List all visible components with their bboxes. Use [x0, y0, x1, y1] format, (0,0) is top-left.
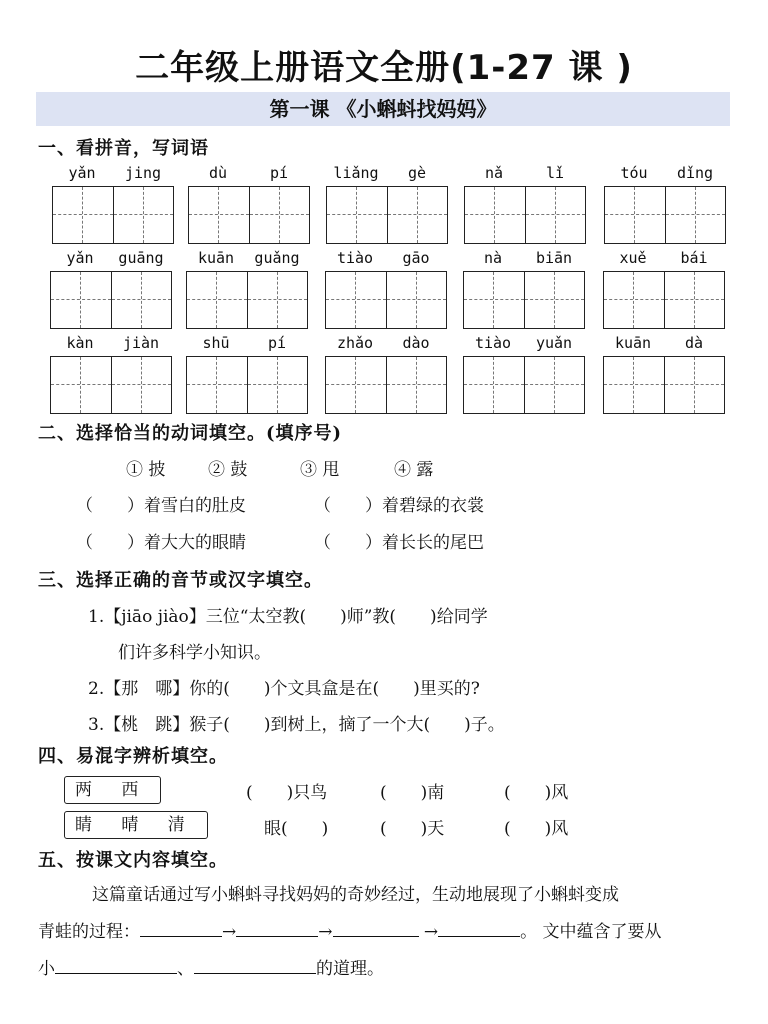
char-blank-1-1: ( )只鸟 — [246, 783, 328, 803]
pinyin-syllable: dǐng — [676, 164, 714, 182]
char-group-box-1: 两 西 — [64, 776, 161, 804]
writing-cell[interactable] — [111, 272, 171, 328]
arrow-2: → — [318, 922, 333, 942]
fill-blank[interactable] — [333, 920, 419, 937]
pinyin-syllable: yǎn — [66, 249, 94, 267]
pinyin-syllable: gāo — [402, 249, 430, 267]
pinyin-syllable: nǎ — [484, 164, 504, 182]
question-3: 3.【桃 跳】猴子( )到树上，摘了一个大( )子。 — [88, 715, 505, 735]
writing-grid — [464, 186, 586, 244]
writing-grid — [325, 356, 447, 414]
writing-cell[interactable] — [386, 272, 446, 328]
writing-grid — [603, 271, 725, 329]
fill-blank[interactable] — [140, 920, 222, 937]
writing-cell[interactable] — [327, 187, 387, 243]
writing-cell[interactable] — [524, 272, 584, 328]
pinyin-syllable: gè — [407, 164, 427, 182]
writing-cell[interactable] — [113, 187, 173, 243]
passage-line-2 — [38, 917, 662, 942]
writing-cell[interactable] — [387, 187, 447, 243]
pinyin-syllable: liǎng — [333, 164, 379, 182]
pinyin-syllable: kàn — [66, 334, 94, 352]
char-group-box-2: 睛 晴 清 — [64, 811, 208, 839]
section-3-heading: 三、选择正确的音节或汉字填空。 — [38, 570, 323, 591]
writing-grid — [463, 271, 585, 329]
writing-cell[interactable] — [51, 272, 111, 328]
pinyin-syllable: pí — [267, 334, 287, 352]
pinyin-row — [0, 334, 768, 418]
option-1: ① 披 — [126, 460, 166, 480]
writing-cell[interactable] — [247, 272, 307, 328]
char-blank-2-1: 眼( ) — [264, 819, 329, 839]
pinyin-syllable: kuān — [614, 334, 652, 352]
pinyin-syllable: biān — [535, 249, 573, 267]
char-blank-1-2: ( )南 — [380, 783, 445, 803]
writing-cell[interactable] — [664, 357, 724, 413]
writing-cell[interactable] — [111, 357, 171, 413]
writing-cell[interactable] — [464, 272, 524, 328]
writing-cell[interactable] — [604, 357, 664, 413]
writing-cell[interactable] — [249, 187, 309, 243]
writing-cell[interactable] — [189, 187, 249, 243]
option-3: ③ 甩 — [300, 460, 340, 480]
writing-grid — [463, 356, 585, 414]
writing-grid — [326, 186, 448, 244]
option-2: ② 鼓 — [208, 460, 248, 480]
writing-grid — [186, 356, 308, 414]
arrow-1: → — [222, 922, 237, 942]
pinyin-syllable: dào — [402, 334, 430, 352]
passage-lead: 青蛙的过程： — [38, 922, 140, 942]
page-title: 二年级上册语文全册(1-27 课 ) — [135, 48, 633, 88]
writing-cell[interactable] — [604, 272, 664, 328]
passage-line-3-lead: 小 — [38, 959, 55, 979]
question-1-line-2: 们许多科学小知识。 — [118, 643, 271, 663]
fill-blank[interactable] — [438, 920, 520, 937]
writing-cell[interactable] — [51, 357, 111, 413]
char-blank-2-2: ( )天 — [380, 819, 445, 839]
writing-cell[interactable] — [465, 187, 525, 243]
pinyin-syllable: dù — [208, 164, 228, 182]
section-1-heading: 一、看拼音，写词语 — [38, 138, 209, 159]
pinyin-syllable: yuǎn — [535, 334, 573, 352]
verb-item-3: （ ）着大大的眼睛 — [76, 533, 246, 553]
pinyin-syllable: nà — [483, 249, 503, 267]
separator: 、 — [177, 959, 194, 979]
verb-item-1: （ ）着雪白的肚皮 — [76, 496, 246, 516]
writing-cell[interactable] — [665, 187, 725, 243]
pinyin-syllable: yǎn — [68, 164, 96, 182]
writing-cell[interactable] — [605, 187, 665, 243]
writing-cell[interactable] — [664, 272, 724, 328]
lesson-title: 第一课 《小蝌蚪找妈妈》 — [36, 92, 730, 126]
fill-blank[interactable] — [194, 957, 316, 974]
passage-line-1: 这篇童话通过写小蝌蚪寻找妈妈的奇妙经过，生动地展现了小蝌蚪变成 — [92, 885, 619, 905]
writing-cell[interactable] — [53, 187, 113, 243]
writing-grid — [50, 356, 172, 414]
writing-cell[interactable] — [187, 272, 247, 328]
writing-cell[interactable] — [326, 272, 386, 328]
pinyin-syllable: guǎng — [254, 249, 300, 267]
writing-cell[interactable] — [247, 357, 307, 413]
pinyin-syllable: bái — [680, 249, 708, 267]
pinyin-syllable: tóu — [620, 164, 648, 182]
pinyin-syllable: jiàn — [122, 334, 160, 352]
pinyin-syllable: zhǎo — [336, 334, 374, 352]
pinyin-syllable: lǐ — [545, 164, 565, 182]
writing-cell[interactable] — [525, 187, 585, 243]
writing-grid — [603, 356, 725, 414]
pinyin-syllable: pí — [269, 164, 289, 182]
fill-blank[interactable] — [55, 957, 177, 974]
section-2-heading: 二、选择恰当的动词填空。(填序号) — [38, 423, 343, 444]
verb-item-4: （ ）着长长的尾巴 — [314, 533, 484, 553]
writing-cell[interactable] — [464, 357, 524, 413]
passage-line-3 — [38, 954, 384, 979]
char-blank-2-3: ( )风 — [504, 819, 569, 839]
arrow-3: → — [423, 922, 439, 942]
pinyin-syllable: guāng — [118, 249, 164, 267]
writing-grid — [188, 186, 310, 244]
writing-cell[interactable] — [524, 357, 584, 413]
char-blank-1-3: ( )风 — [504, 783, 569, 803]
writing-cell[interactable] — [187, 357, 247, 413]
section-4-heading: 四、易混字辨析填空。 — [38, 746, 228, 767]
fill-blank[interactable] — [236, 920, 318, 937]
pinyin-row — [0, 164, 768, 248]
question-1-line-1: 1.【jiāo jiào】三位“太空教( )师”教( )给同学 — [88, 607, 488, 627]
pinyin-syllable: dà — [684, 334, 704, 352]
pinyin-syllable: tiào — [336, 249, 374, 267]
writing-grid — [604, 186, 726, 244]
pinyin-row — [0, 249, 768, 333]
writing-grid — [52, 186, 174, 244]
writing-cell[interactable] — [386, 357, 446, 413]
passage-line-3-end: 的道理。 — [316, 959, 384, 979]
section-5-heading: 五、按课文内容填空。 — [38, 850, 228, 871]
pinyin-syllable: tiào — [474, 334, 512, 352]
passage-line-2-end: 。 文中蕴含了要从 — [520, 922, 662, 942]
question-2: 2.【那 哪】你的( )个文具盒是在( )里买的? — [88, 679, 480, 699]
writing-grid — [50, 271, 172, 329]
verb-item-2: （ ）着碧绿的衣裳 — [314, 496, 484, 516]
pinyin-syllable: kuān — [197, 249, 235, 267]
writing-cell[interactable] — [326, 357, 386, 413]
pinyin-syllable: shū — [202, 334, 230, 352]
option-4: ④ 露 — [394, 460, 434, 480]
pinyin-syllable: xuě — [619, 249, 647, 267]
writing-grid — [325, 271, 447, 329]
pinyin-syllable: jing — [124, 164, 162, 182]
writing-grid — [186, 271, 308, 329]
